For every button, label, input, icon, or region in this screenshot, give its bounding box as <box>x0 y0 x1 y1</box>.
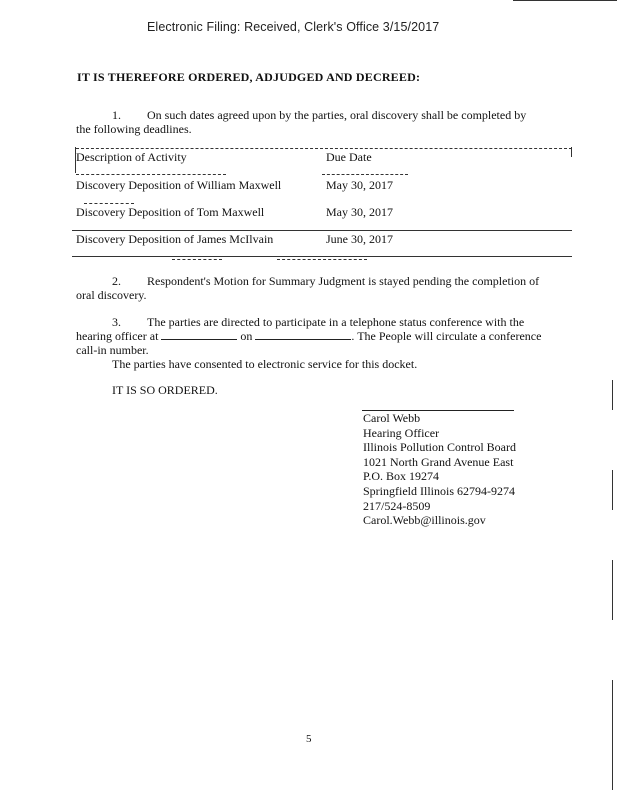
paragraph-1-text: On such dates agreed upon by the parties, oral discovery shall be completed by <box>147 108 527 122</box>
table-rule <box>76 148 572 149</box>
electronic-service-note: The parties have consented to electronic service for this docket. <box>112 357 418 371</box>
table-rule <box>72 256 572 257</box>
paragraph-3-text: call-in number. <box>76 343 149 357</box>
table-cell: Discovery Deposition of Tom Maxwell <box>76 205 265 219</box>
date-blank-field <box>255 329 351 340</box>
paragraph-3-text: The parties are directed to participate in a telephone status conference with the <box>147 315 525 329</box>
paragraph-3-fragment: on <box>240 329 253 343</box>
signer-title: Hearing Officer <box>363 425 440 440</box>
signature-block <box>363 411 516 528</box>
page-number: 5 <box>306 733 312 745</box>
scan-edge-mark <box>513 0 617 1</box>
table-cell: May 30, 2017 <box>326 205 393 219</box>
table-rule <box>76 174 226 175</box>
signer-organization: Illinois Pollution Control Board <box>363 440 517 455</box>
table-rule <box>72 230 572 231</box>
paragraph-2-text: Respondent's Motion for Summary Judgment is stayed pending the completion of <box>147 274 540 288</box>
scan-edge-mark <box>612 680 613 790</box>
table-rule <box>277 259 367 260</box>
table-rule <box>322 174 408 175</box>
paragraph-number: 3. <box>112 315 121 329</box>
address-city: Springfield Illinois 62794-9274 <box>363 483 515 498</box>
column-header: Due Date <box>326 150 372 164</box>
table-rule <box>84 203 134 204</box>
address-street: 1021 North Grand Avenue East <box>363 454 514 469</box>
paragraph-3-fragment: hearing officer at <box>76 329 159 343</box>
phone-number: 217/524-8509 <box>363 498 431 513</box>
filing-stamp: Electronic Filing: Received, Clerk's Office 3/15/2017 <box>147 20 440 34</box>
table-rule <box>571 147 572 157</box>
table-cell: Discovery Deposition of James McIlvain <box>76 232 274 246</box>
signer-name: Carol Webb <box>363 411 421 425</box>
scan-edge-mark <box>612 470 613 510</box>
column-header: Description of Activity <box>76 150 187 164</box>
address-po-box: P.O. Box 19274 <box>363 469 440 484</box>
paragraph-number: 2. <box>112 274 121 288</box>
table-cell: June 30, 2017 <box>326 232 393 246</box>
so-ordered-statement: IT IS SO ORDERED. <box>112 383 218 397</box>
paragraph-number: 1. <box>112 108 121 122</box>
table-cell: Discovery Deposition of William Maxwell <box>76 178 282 192</box>
scan-edge-mark <box>612 380 613 410</box>
paragraph-1-text: the following deadlines. <box>76 122 192 136</box>
table-cell: May 30, 2017 <box>326 178 393 192</box>
scan-edge-mark <box>612 560 613 620</box>
order-heading: IT IS THEREFORE ORDERED, ADJUDGED AND DECREED: <box>77 70 421 84</box>
email-address: Carol.Webb@illinois.gov <box>363 513 486 528</box>
table-rule <box>172 259 222 260</box>
paragraph-2-text: oral discovery. <box>76 288 147 302</box>
paragraph-3-fragment: . The People will circulate a conference <box>351 329 542 343</box>
paragraph-3-text <box>76 329 541 343</box>
time-blank-field <box>161 329 237 340</box>
